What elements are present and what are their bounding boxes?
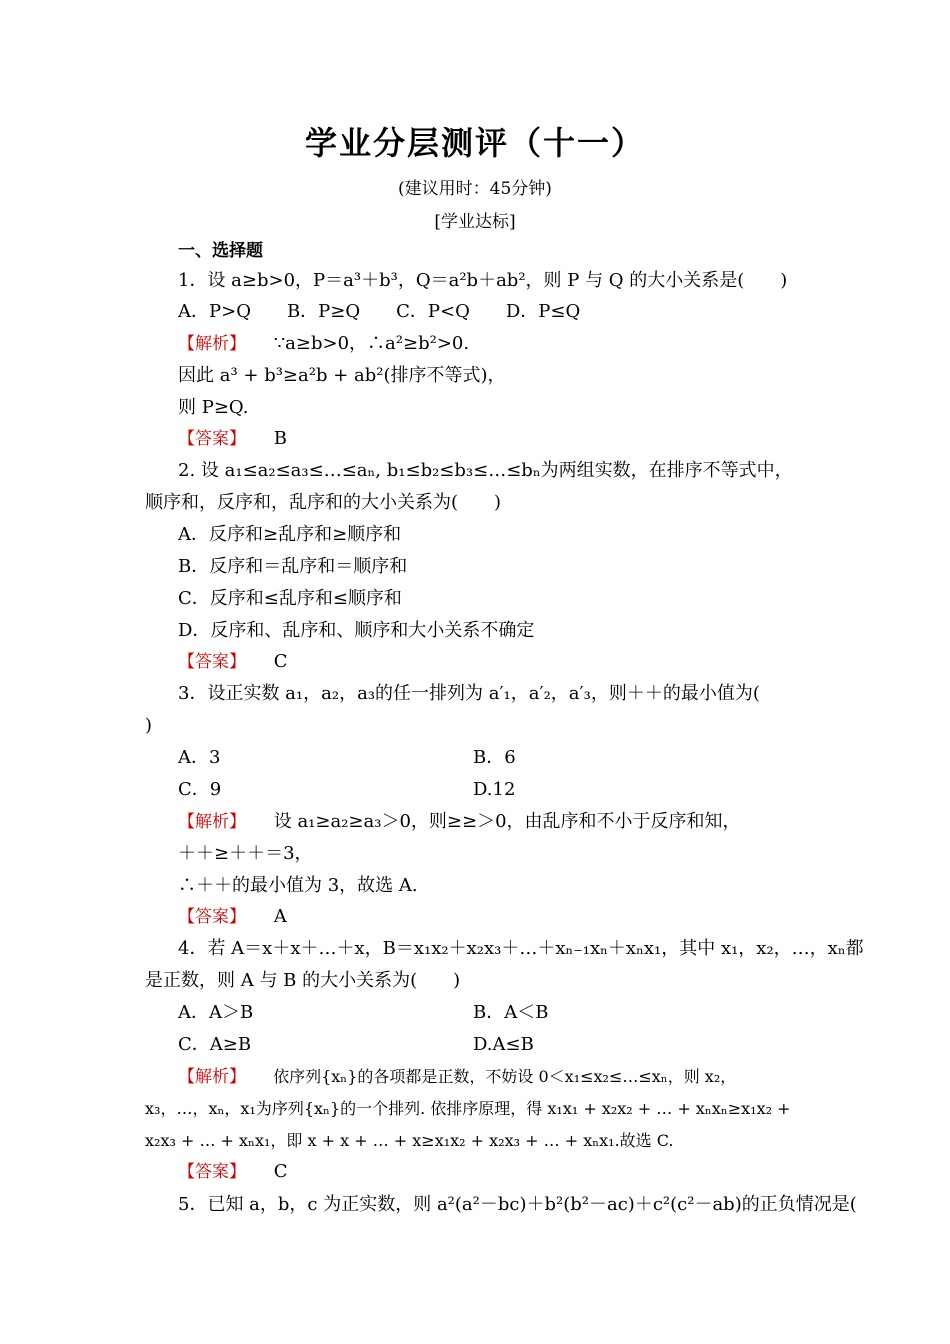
q1-answer: B	[273, 428, 287, 449]
q4-stem-1: 4．若 A＝x＋x＋…＋x，B＝x₁x₂＋x₂x₃＋…＋xₙ₋₁xₙ＋xₙx₁，其中 x₁，x₂，…，xₙ都	[178, 938, 864, 959]
q4-analysis-row	[178, 1065, 736, 1089]
q3-stem-1: 3．设正实数 a₁，a₂，a₃的任一排列为 a′₁，a′₂，a′₃，则＋＋的最小值为(	[178, 683, 760, 704]
answer-tag: 【答案】	[178, 652, 246, 672]
q2-option-b: B．反序和＝乱序和＝顺序和	[178, 556, 408, 577]
q2-stem-2: 顺序和，反序和，乱序和的大小关系为( )	[145, 492, 502, 513]
q1-analysis-row	[178, 332, 469, 356]
q4-option-d: D.A≤B	[473, 1034, 534, 1055]
analysis-tag: 【解析】	[178, 1067, 246, 1087]
q4-options-row-2	[178, 1033, 534, 1057]
q4-options-row-1	[178, 1001, 549, 1025]
q1-analysis-2: 因此 a³ + b³≥a²b + ab²(排序不等式)，	[178, 365, 506, 386]
q3-option-b: B．6	[473, 747, 516, 768]
q4-analysis-2: x₃，…，xₙ，x₁为序列{xₙ}的一个排列. 依排序原理，得 x₁x₁ + x₂x₂ + … + xₙxₙ≥x₁x₂ +	[145, 1099, 791, 1118]
time-note: (建议用时：45分钟)	[398, 179, 552, 199]
answer-tag: 【答案】	[178, 1162, 246, 1182]
q3-analysis-row	[178, 810, 741, 834]
analysis-tag: 【解析】	[178, 334, 246, 354]
q4-option-c: C．A≥B	[178, 1034, 252, 1055]
answer-tag: 【答案】	[178, 429, 246, 449]
q4-answer: C	[273, 1161, 288, 1182]
q3-option-c: C．9	[178, 779, 222, 800]
q2-option-a: A．反序和≥乱序和≥顺序和	[178, 524, 402, 545]
q1-answer-row	[178, 427, 287, 451]
section-heading: 一、选择题	[178, 241, 263, 261]
q3-option-a: A．3	[178, 747, 221, 768]
q2-option-c: C．反序和≤乱序和≤顺序和	[178, 588, 402, 609]
q2-stem-1: 2. 设 a₁≤a₂≤a₃≤…≤aₙ, b₁≤b₂≤b₃≤…≤bₙ为两组实数，在排序不等式中，	[178, 460, 793, 481]
page-title: 学业分层测评（十一）	[304, 124, 645, 162]
q3-analysis-3: ∴＋＋的最小值为 3，故选 A.	[178, 875, 418, 896]
q4-analysis-3: x₂x₃ + … + xₙx₁，即 x + x + … + x≥x₁x₂ + x₂x₃ + … + xₙx₁.故选 C.	[145, 1131, 674, 1150]
q1-analysis-3: 则 P≥Q.	[178, 397, 249, 418]
q3-analysis-2: ＋＋≥＋＋＝3，	[178, 843, 313, 864]
q1-options: A．P>Q B．P≥Q C．P<Q D．P≤Q	[178, 301, 581, 322]
q2-answer-row	[178, 650, 288, 674]
q2-option-d: D．反序和、乱序和、顺序和大小关系不确定	[178, 620, 535, 641]
q3-analysis-1: 设 a₁≥a₂≥a₃＞0，则≥≥＞0，由乱序和不小于反序和知，	[273, 811, 741, 832]
q5-stem-1: 5．已知 a，b，c 为正实数，则 a²(a²－bc)＋b²(b²－ac)＋c²(c²－ab)的正负情况是(	[178, 1194, 857, 1215]
q4-option-b: B．A＜B	[473, 1002, 549, 1023]
q4-answer-row	[178, 1160, 288, 1184]
q3-answer-row	[178, 905, 287, 929]
q3-options-row-2	[178, 778, 516, 802]
q3-options-row-1	[178, 746, 516, 770]
q4-analysis-1: 依序列{xₙ}的各项都是正数，不妨设 0＜x₁≤x₂≤…≤xₙ，则 x₂，	[273, 1067, 737, 1086]
q4-stem-2: 是正数，则 A 与 B 的大小关系为( )	[145, 970, 461, 991]
q3-stem-2: )	[145, 715, 153, 736]
q2-answer: C	[273, 651, 288, 672]
answer-tag: 【答案】	[178, 907, 246, 927]
analysis-tag: 【解析】	[178, 812, 246, 832]
q4-option-a: A．A＞B	[178, 1002, 254, 1023]
level-heading: [学业达标]	[434, 212, 516, 232]
q1-analysis-1: ∵a≥b>0，∴a²≥b²>0.	[273, 333, 470, 354]
q1-stem: 1．设 a≥b>0，P＝a³＋b³，Q＝a²b＋ab²，则 P 与 Q 的大小关系是( )	[178, 270, 788, 291]
q3-answer: A	[273, 906, 287, 927]
q3-option-d: D.12	[473, 779, 516, 800]
